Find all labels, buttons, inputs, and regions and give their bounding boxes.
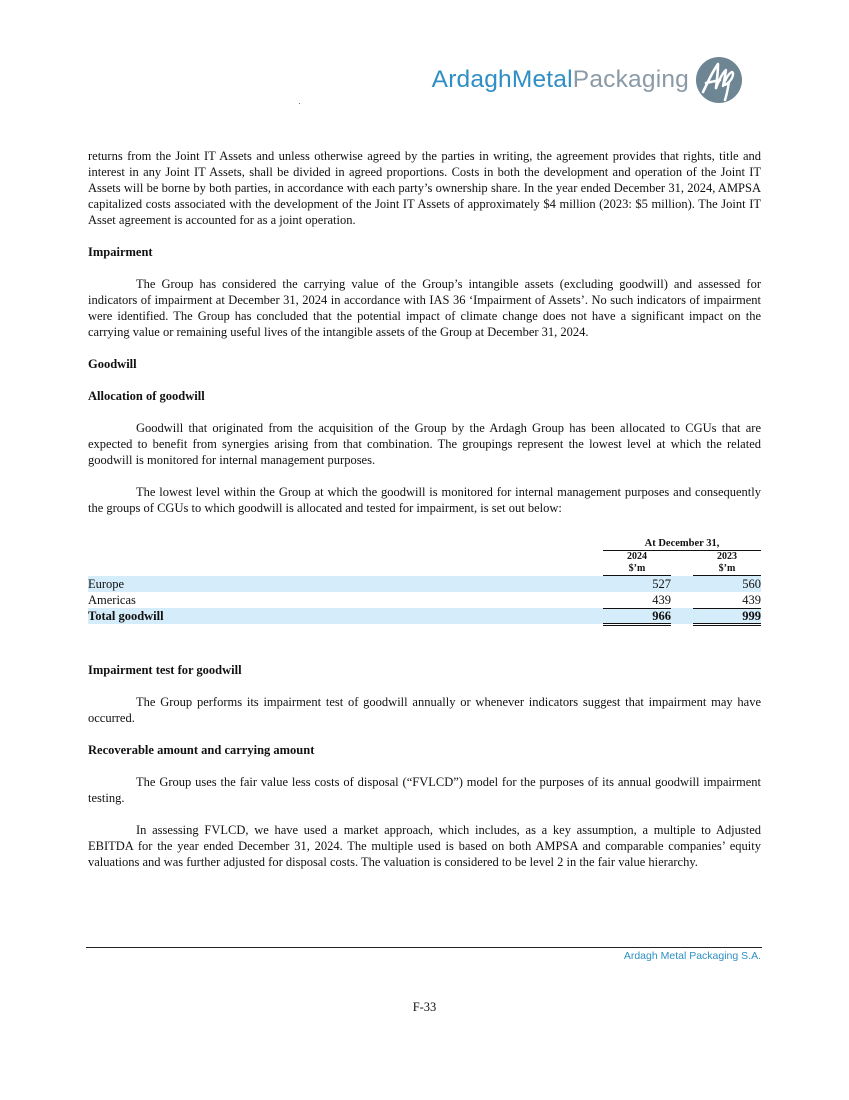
- cell-2023: 999: [693, 608, 761, 626]
- table-header: [88, 538, 761, 576]
- stray-mark: [299, 103, 300, 104]
- paragraph-goodwill-origin: Goodwill that originated from the acquisition of the Group by the Ardagh Group has been allocated to CGUs that are expected to benefit from synergies arising from that combination. The groupings represent the lowest level at which the related goodwill is monitored for internal management purposes.: [88, 421, 761, 467]
- goodwill-table: [88, 538, 761, 624]
- heading-impairment-test: Impairment test for goodwill: [88, 663, 242, 677]
- heading-allocation-of-goodwill: Allocation of goodwill: [88, 389, 205, 403]
- paragraph-fvlcd-model: The Group uses the fair value less costs of disposal (“FVLCD”) model for the purposes of its annual goodwill impairment testing.: [88, 775, 761, 805]
- column-unit-2023: $’m: [718, 563, 736, 574]
- row-label: Europe: [88, 577, 125, 591]
- company-logo: [432, 56, 743, 104]
- row-label: Americas: [88, 593, 136, 607]
- cell-2023: 560: [742, 577, 761, 591]
- table-row: [88, 592, 761, 608]
- logo-word-packaging: Packaging: [572, 65, 689, 93]
- heading-impairment: Impairment: [88, 245, 153, 259]
- logo-word-ardagh: Ardagh: [431, 65, 512, 93]
- column-unit-2024: $’m: [628, 563, 646, 574]
- page-number: F-33: [412, 1000, 437, 1014]
- column-year-2024: 2024: [627, 551, 647, 562]
- cell-2024: 527: [652, 577, 671, 591]
- paragraph-impairment-test: The Group performs its impairment test of goodwill annually or whenever indicators suggest that impairment may have occurred.: [88, 695, 761, 725]
- heading-recoverable-amount: Recoverable amount and carrying amount: [88, 743, 315, 757]
- column-year-2023: 2023: [717, 551, 737, 562]
- logo-wordmark: [431, 65, 689, 93]
- column-header-2023: [693, 551, 761, 575]
- footer-divider: [86, 947, 762, 948]
- cell-2024: 439: [652, 593, 671, 607]
- column-header-2024: [603, 551, 671, 575]
- amp-monogram-icon: [695, 56, 743, 104]
- heading-goodwill: Goodwill: [88, 357, 137, 371]
- paragraph-market-approach: In assessing FVLCD, we have used a market approach, which includes, as a key assumption, a multiple to Adjusted EBITDA for the year ended December 31, 2024. The multiple used is based on both AMPSA and comparable companies’ equity valuations and was further adjusted for disposal costs. The valuation is considered to be level 2 in the fair value hierarchy.: [88, 823, 761, 869]
- cell-2023: 439: [742, 593, 761, 607]
- table-period-header: At December 31,: [603, 538, 761, 551]
- document-body: [88, 148, 761, 870]
- paragraph-joint-it-assets: returns from the Joint IT Assets and unless otherwise agreed by the parties in writing, the agreement provides that rights, title and interest in any Joint IT Assets, shall be divided in agreed proportions. Costs in both the development and operation of the Joint IT Assets will be borne by both parties, in accordance with each party’s ownership share. In the year ended December 31, 2024, AMPSA capitalized costs associated with the development of the Joint IT Assets of approximately $4 million (2023: $5 million). The Joint IT Asset agreement is accounted for as a joint operation.: [88, 149, 761, 227]
- table-row: [88, 576, 761, 592]
- paragraph-impairment: The Group has considered the carrying value of the Group’s intangible assets (excluding goodwill) and assessed for indicators of impairment at December 31, 2024 in accordance with IAS 36 ‘Impairment of Assets’. No such indicators of impairment were identified. The Group has concluded that the potential impact of climate change does not have a significant impact on the carrying value or remaining useful lives of the intangible assets of the Group at December 31, 2024.: [88, 277, 761, 339]
- footer-company-name: Ardagh Metal Packaging S.A.: [623, 950, 761, 962]
- cell-2024: 966: [603, 608, 671, 626]
- paragraph-goodwill-lowest-level: The lowest level within the Group at which the goodwill is monitored for internal management purposes and consequently the groups of CGUs to which goodwill is allocated and tested for impairment, is set out below:: [88, 485, 761, 515]
- row-label: Total goodwill: [88, 609, 164, 623]
- logo-word-metal: Metal: [511, 65, 573, 93]
- table-row-total: [88, 608, 761, 624]
